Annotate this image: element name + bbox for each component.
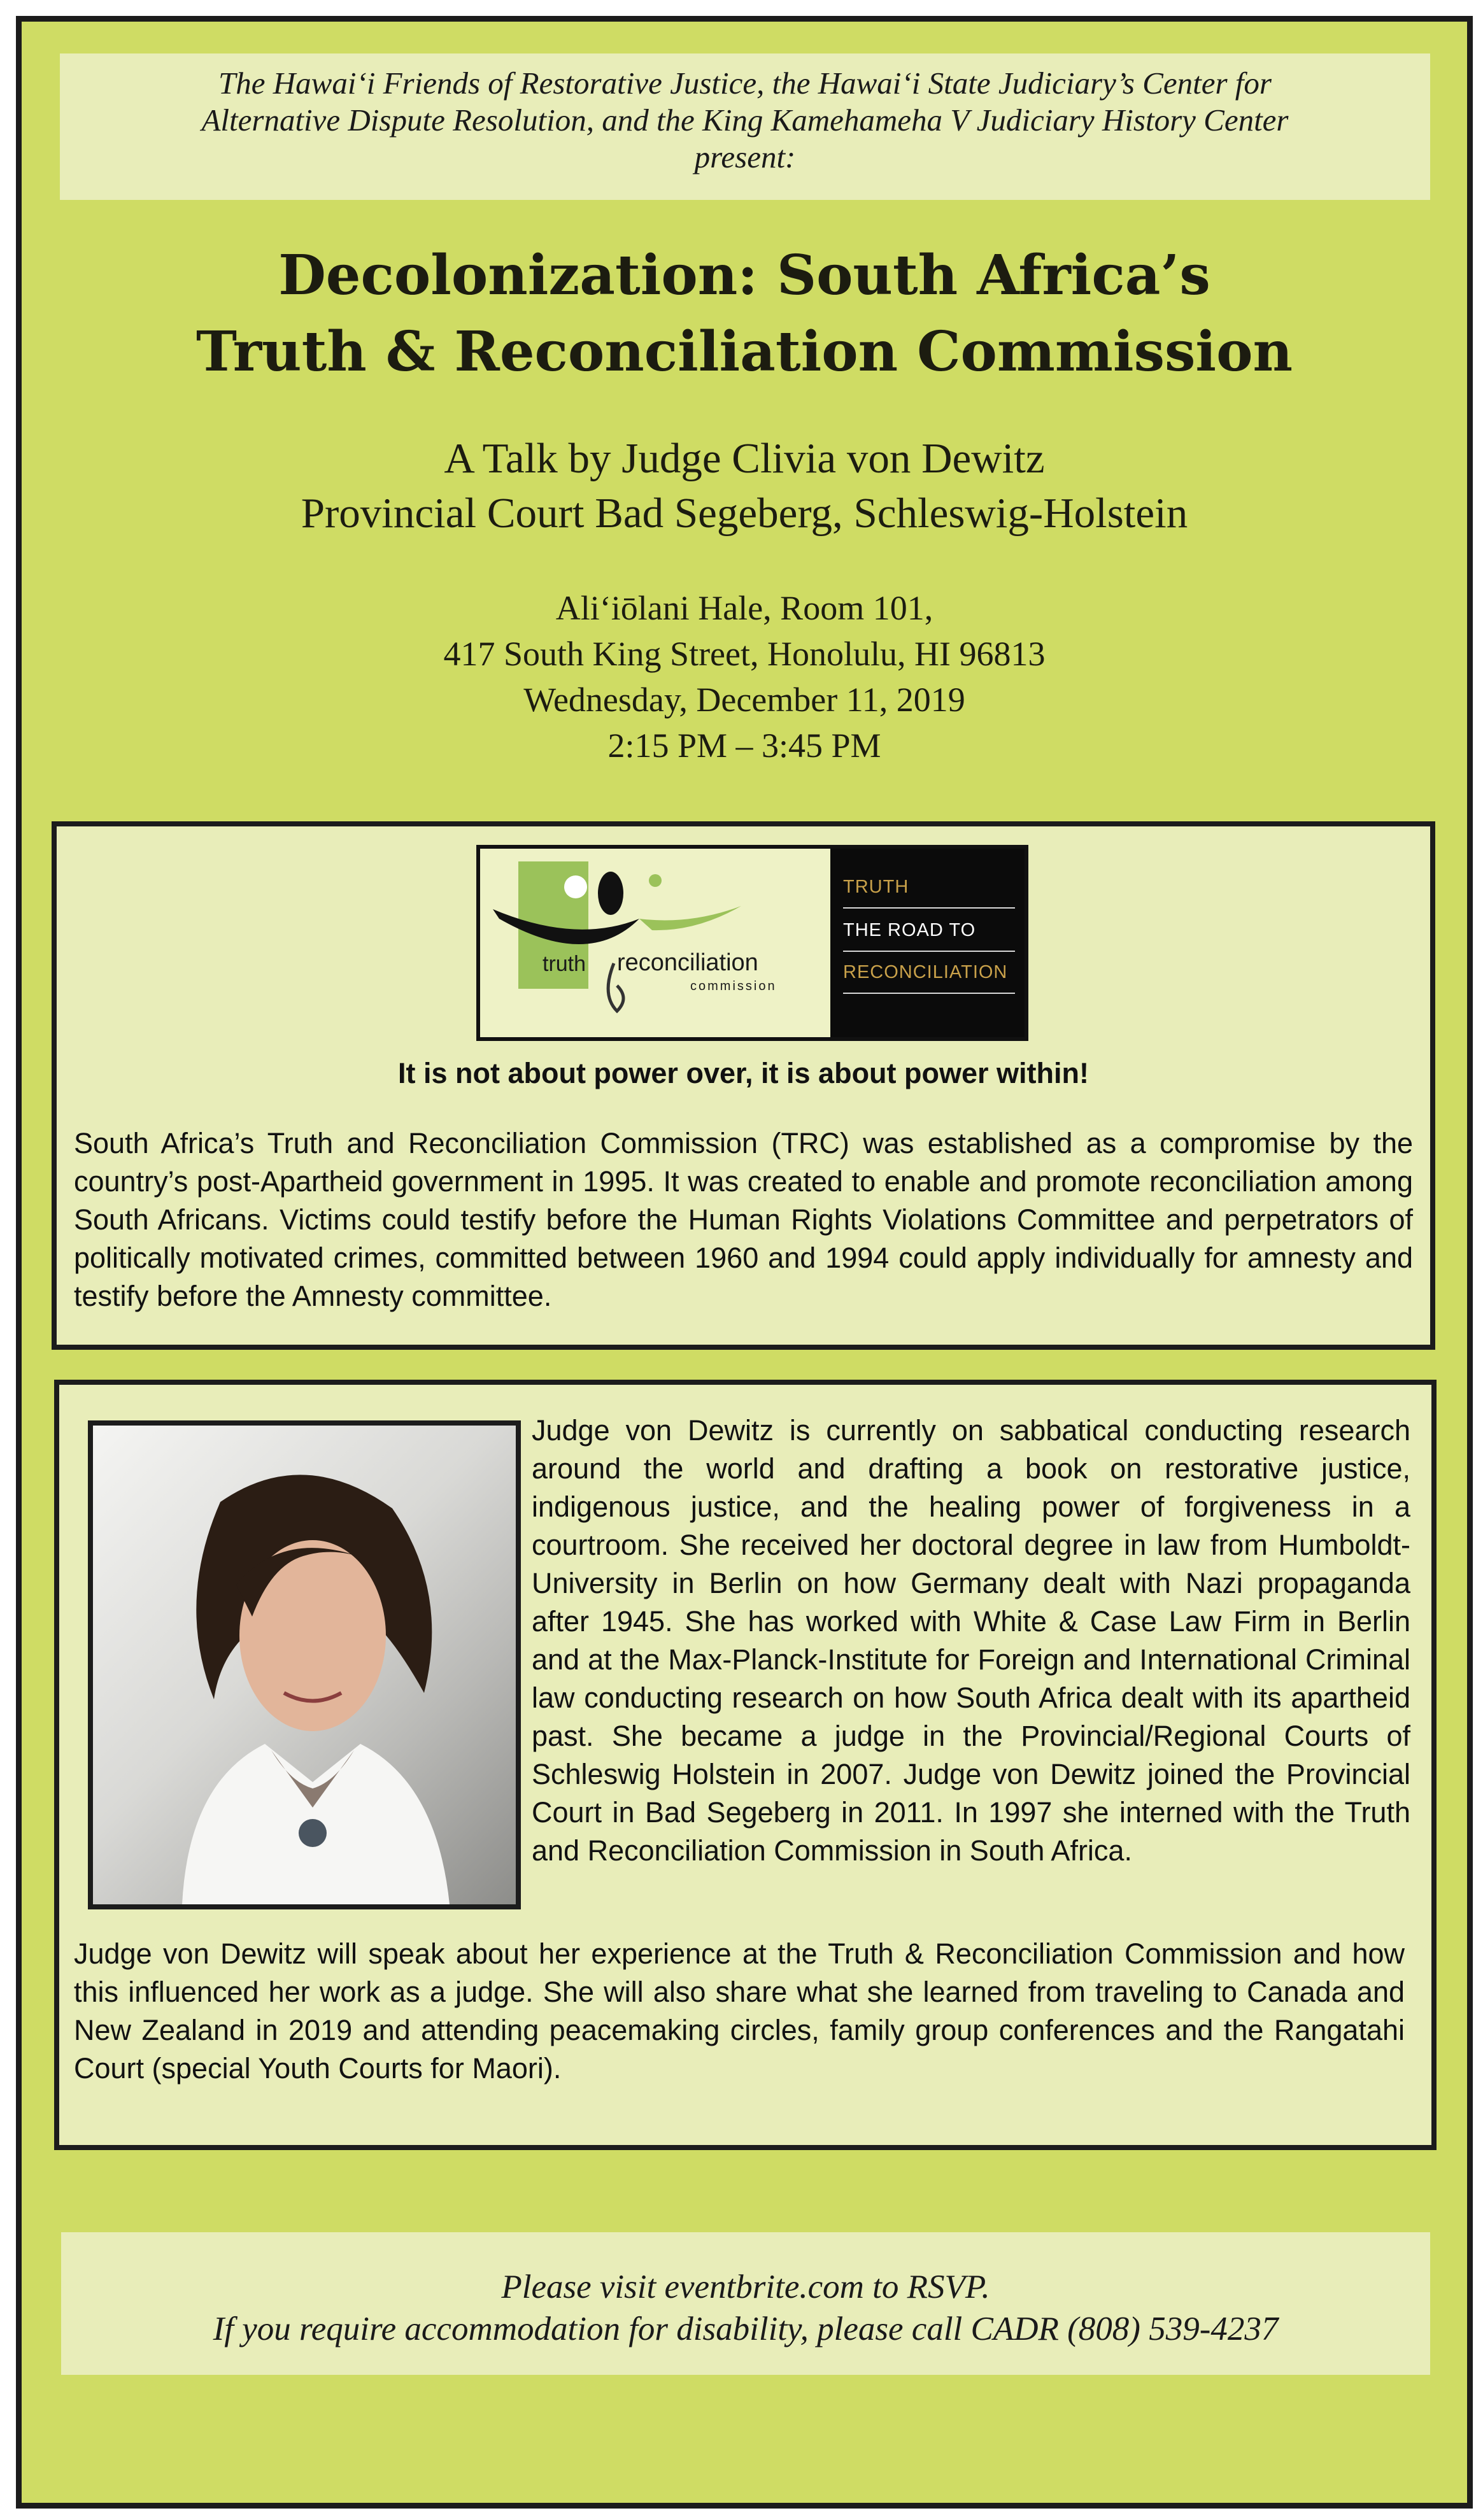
logo-panel-road: THE ROAD TO	[843, 920, 976, 940]
trc-tagline: It is not about power over, it is about power within!	[397, 1057, 1089, 1089]
presenters-banner	[60, 53, 1430, 200]
bio-paragraph: Judge von Dewitz is currently on sabbatical conducting research around the world and drafting a book on restorative justice, indigenous justice, and the healing power of forgiveness in a courtroom. She received her doctoral degree in law from Humboldt-University in Berlin on how Germany dealt with Nazi propaganda after 1945. She has worked with White & Case Law Firm in Berlin and at the Max-Planck-Institute for Foreign and International Criminal law conducting research on how South Africa dealt with its apartheid past. She became a judge in the Provincial/Regional Courts of Schleswig Holstein in 2007. Judge von Dewitz joined the Provincial Court in Bad Segeberg in 2011. In 1997 she interned with the Truth and Reconciliation Commission in South Africa.	[532, 1414, 1410, 1867]
presenters-line: The Hawaiʻi Friends of Restorative Justice, the Hawaiʻi State Judiciary’s Center for	[218, 66, 1272, 101]
rsvp-banner	[61, 2232, 1430, 2375]
flyer-frame	[16, 16, 1473, 2509]
event-date: Wednesday, December 11, 2019	[523, 681, 965, 719]
rsvp-text: Please visit eventbrite.com to RSVP.	[501, 2269, 990, 2305]
logo-word-truth: truth	[543, 952, 586, 976]
logo-panel-divider	[843, 993, 1015, 994]
event-title: Truth & Reconciliation Commission	[196, 320, 1293, 384]
presenters-line: Alternative Dispute Resolution, and the King Kamehameha V Judiciary History Center	[201, 103, 1289, 138]
trc-logo	[476, 845, 1028, 1041]
event-address: 417 South King Street, Honolulu, HI 96813	[443, 635, 1046, 673]
logo-word-commission: commission	[690, 979, 777, 993]
speaker-photo	[88, 1420, 521, 1909]
trc-emblem-icon	[480, 849, 830, 1037]
trc-logo-graphic	[480, 849, 830, 1037]
speaker-name: A Talk by Judge Clivia von Dewitz	[444, 435, 1045, 482]
trc-description	[74, 1124, 1413, 1315]
speaker-bio	[532, 1412, 1410, 1870]
trc-paragraph: South Africa’s Truth and Reconciliation Commission (TRC) was established as a compromise by the country’s post-Apartheid government in 1995. It was created to enable and promote reconciliation among South Africans. Victims could testify before the Human Rights Violations Committee and perpetrators of politically motivated crimes, committed between 1960 and 1994 could apply individually for amnesty and testify before the Amnesty committee.	[74, 1127, 1413, 1312]
logo-panel-truth: TRUTH	[843, 877, 909, 897]
event-title: Decolonization: South Africa’s	[278, 243, 1210, 308]
talk-paragraph: Judge von Dewitz will speak about her experience at the Truth & Reconciliation Commission and how this influenced her work as a judge. She will also share what she learned from traveling to Canada and New Zealand in 2019 and attending peacemaking circles, family group conferences and the Rangatahi Court (special Youth Courts for Maori).	[74, 1937, 1405, 2085]
event-venue: Aliʻiōlani Hale, Room 101,	[555, 589, 933, 627]
talk-summary	[74, 1935, 1405, 2088]
trc-info-box	[52, 821, 1435, 1350]
bio-box	[54, 1380, 1437, 2150]
presenters-line: present:	[694, 139, 796, 174]
event-time: 2:15 PM – 3:45 PM	[607, 726, 881, 765]
accommodation-text: If you require accommodation for disability, please call CADR (808) 539-4237	[213, 2311, 1279, 2347]
logo-panel-divider	[843, 907, 1015, 909]
portrait-image	[93, 1426, 516, 1904]
logo-word-reconciliation: reconciliation	[617, 949, 758, 976]
trc-logo-panel	[830, 849, 1028, 1037]
logo-panel-reconciliation: RECONCILIATION	[843, 962, 1008, 982]
logo-panel-divider	[843, 951, 1015, 952]
speaker-court: Provincial Court Bad Segeberg, Schleswig-Holstein	[301, 490, 1188, 537]
